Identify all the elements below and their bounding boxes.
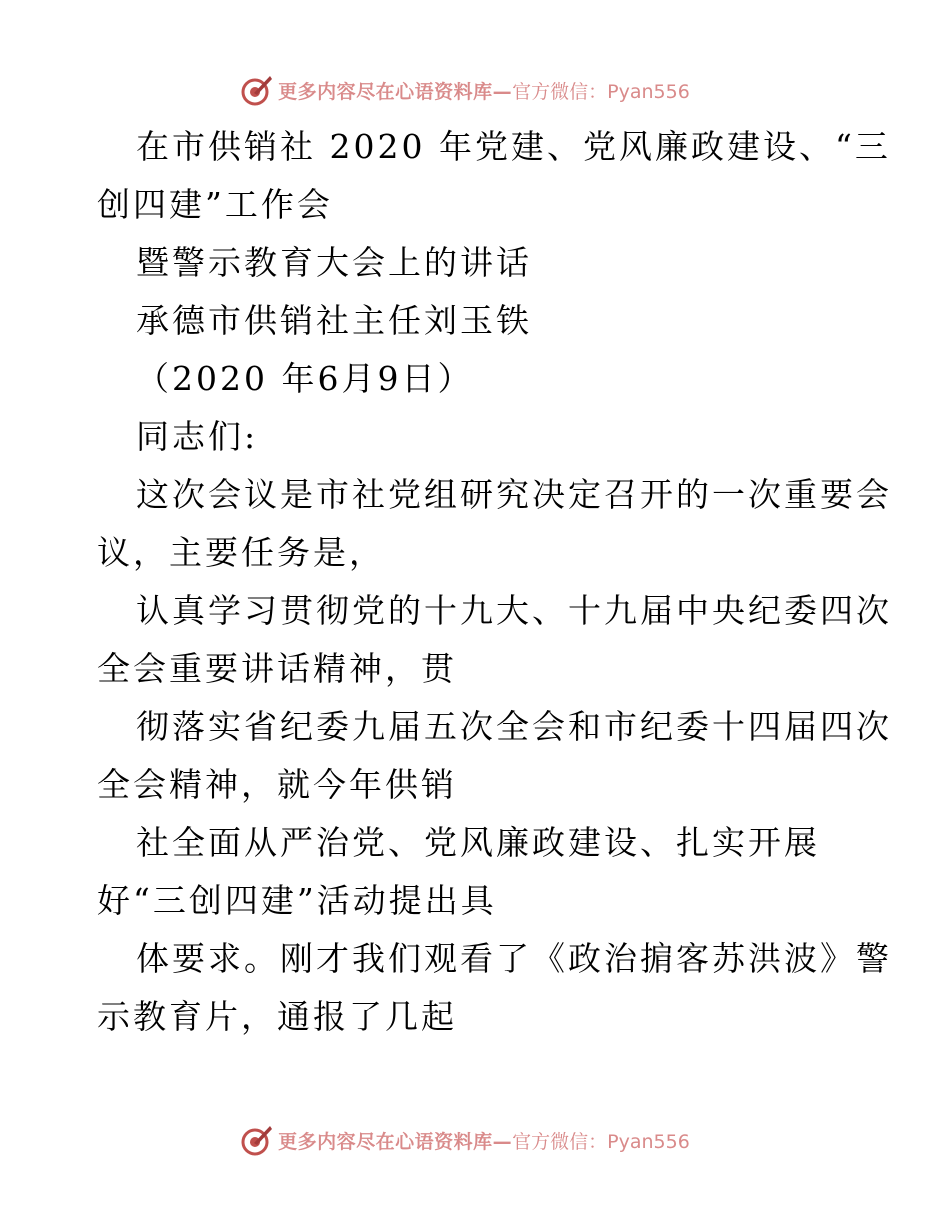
speaker-line: 承德市供销社主任刘玉铁 — [136, 301, 532, 340]
title-line-2: 创四建”工作会 — [97, 185, 333, 224]
paragraph-line: 认真学习贯彻党的十九大、十九届中央纪委四次 — [136, 591, 892, 630]
paragraph-line: 体要求。刚才我们观看了《政治掮客苏洪波》警 — [136, 939, 892, 978]
date-line: （2020 年6月9日） — [136, 359, 474, 398]
quill-logo-icon — [240, 1123, 274, 1157]
banner-wechat-text: 官方微信：Pyan556 — [512, 1130, 690, 1153]
banner-wechat-text: 官方微信：Pyan556 — [512, 80, 690, 103]
paragraph-line: 社全面从严治党、党风廉政建设、扎实开展 — [136, 823, 820, 862]
paragraph-line: 好“三创四建”活动提出具 — [97, 881, 497, 920]
header-watermark-banner — [0, 70, 950, 110]
salutation-line: 同志们: — [136, 417, 259, 456]
footer-watermark-banner — [0, 1120, 950, 1160]
paragraph-line: 示教育片，通报了几起 — [97, 997, 457, 1036]
title-line-1: 在市供销社 2020 年党建、党风廉政建设、“三 — [136, 127, 891, 166]
title-line-3: 暨警示教育大会上的讲话 — [136, 243, 532, 282]
paragraph-line: 议，主要任务是， — [97, 533, 385, 572]
quill-logo-icon — [240, 73, 274, 107]
paragraph-line: 彻落实省纪委九届五次全会和市纪委十四届四次 — [136, 707, 892, 746]
banner-text: 更多内容尽在心语资料库— — [278, 80, 513, 103]
paragraph-line: 全会精神，就今年供销 — [97, 765, 457, 804]
banner-text: 更多内容尽在心语资料库— — [278, 1130, 513, 1153]
paragraph-line: 全会重要讲话精神，贯 — [97, 649, 457, 688]
paragraph-line: 这次会议是市社党组研究决定召开的一次重要会 — [136, 475, 892, 514]
